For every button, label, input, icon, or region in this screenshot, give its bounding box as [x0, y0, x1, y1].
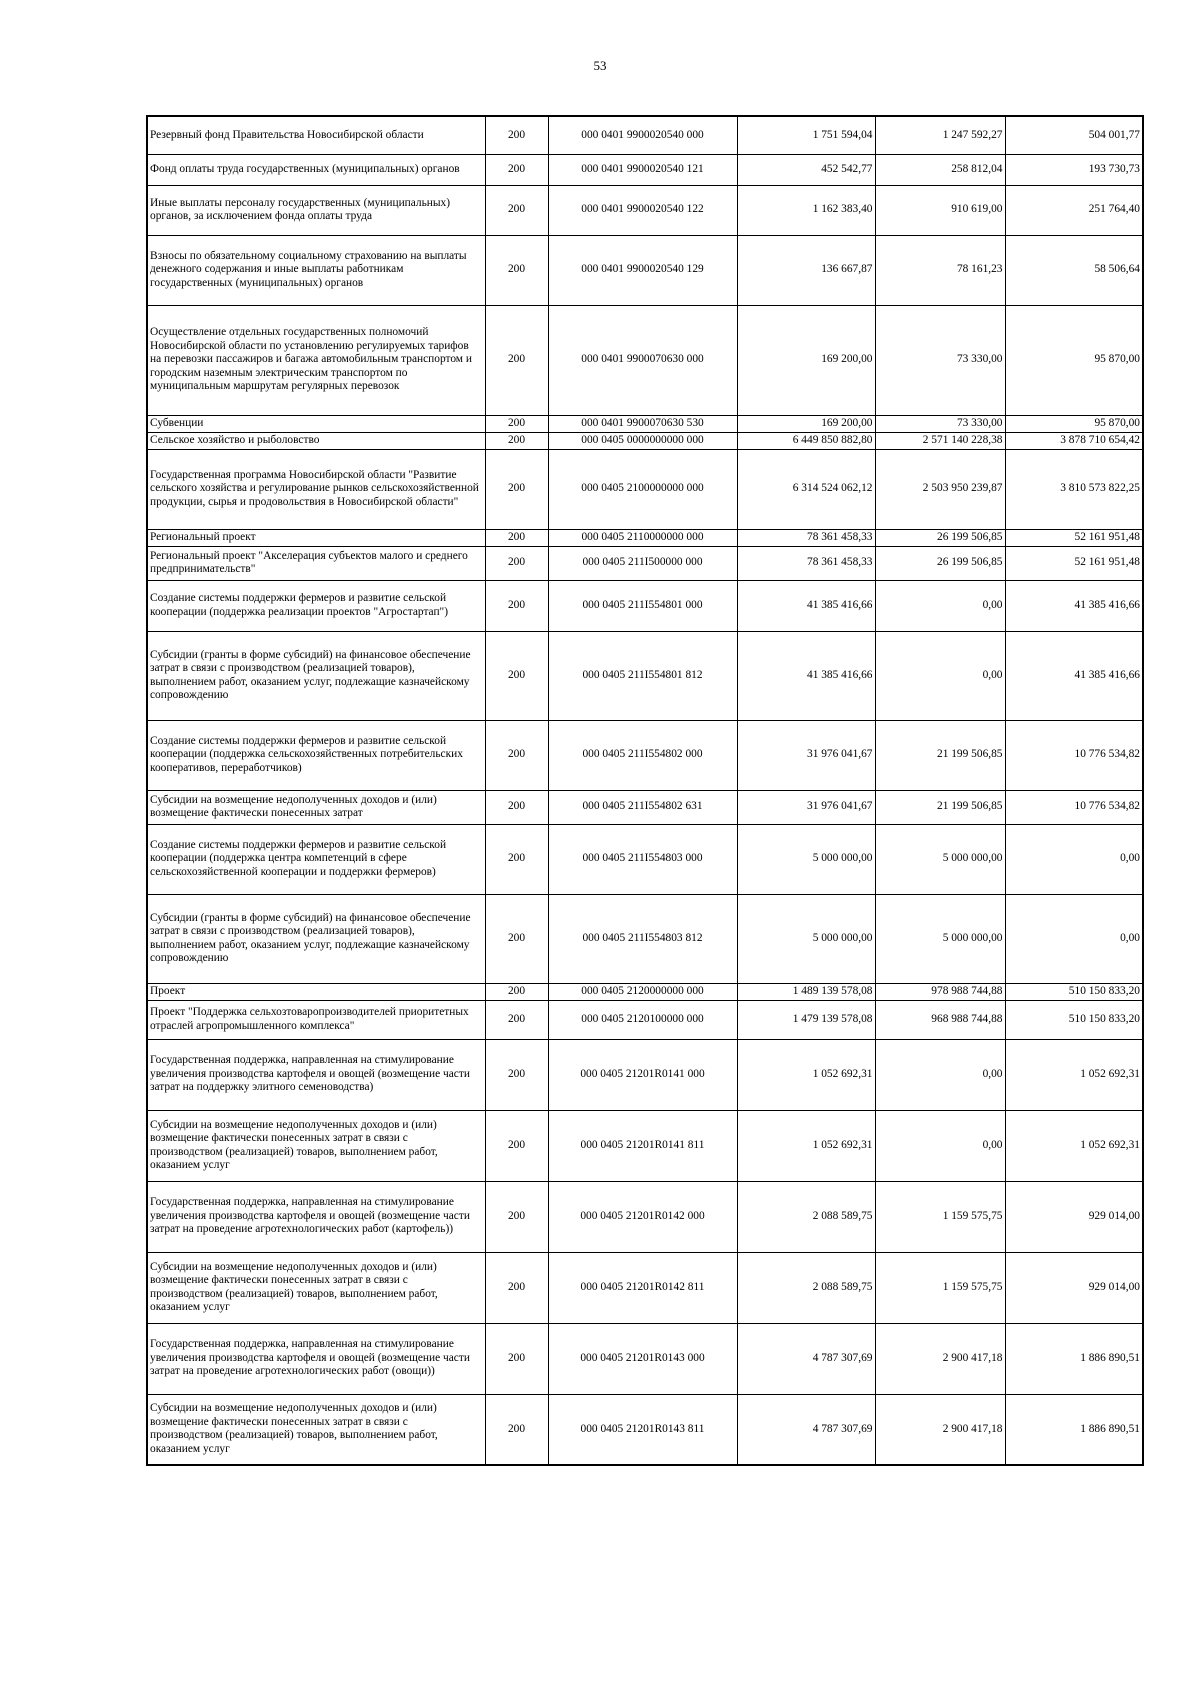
- row-name: Фонд оплаты труда государственных (муниципальных) органов: [147, 154, 485, 185]
- row-value-approved: 169 200,00: [737, 415, 875, 432]
- table-row: [147, 983, 1143, 1000]
- row-admin-code: 200: [485, 1181, 548, 1252]
- budget-table: [146, 115, 1144, 1466]
- row-value-approved: 78 361 458,33: [737, 546, 875, 580]
- row-value-approved: 41 385 416,66: [737, 631, 875, 720]
- row-value-approved: 1 479 139 578,08: [737, 1000, 875, 1039]
- row-value-approved: 41 385 416,66: [737, 580, 875, 631]
- row-value-approved: 31 976 041,67: [737, 790, 875, 824]
- row-value-approved: 2 088 589,75: [737, 1181, 875, 1252]
- row-admin-code: 200: [485, 1252, 548, 1323]
- row-value-executed: 73 330,00: [875, 305, 1005, 415]
- row-admin-code: 200: [485, 432, 548, 449]
- row-admin-code: 200: [485, 824, 548, 894]
- row-budget-code: 000 0405 21201R0143 000: [548, 1323, 737, 1394]
- row-budget-code: 000 0405 211I554802 000: [548, 720, 737, 790]
- table-row: [147, 1000, 1143, 1039]
- row-budget-code: 000 0405 211I554803 000: [548, 824, 737, 894]
- row-value-approved: 1 489 139 578,08: [737, 983, 875, 1000]
- table-row: [147, 790, 1143, 824]
- row-value-approved: 5 000 000,00: [737, 894, 875, 983]
- table-row: [147, 1323, 1143, 1394]
- row-admin-code: 200: [485, 720, 548, 790]
- row-budget-code: 000 0405 211I554802 631: [548, 790, 737, 824]
- row-budget-code: 000 0401 9900070630 530: [548, 415, 737, 432]
- row-value-remaining: 510 150 833,20: [1005, 1000, 1143, 1039]
- table-row: [147, 154, 1143, 185]
- row-admin-code: 200: [485, 983, 548, 1000]
- row-value-remaining: 510 150 833,20: [1005, 983, 1143, 1000]
- row-value-approved: 6 314 524 062,12: [737, 449, 875, 529]
- row-value-executed: 2 900 417,18: [875, 1323, 1005, 1394]
- table-row: [147, 432, 1143, 449]
- row-value-remaining: 251 764,40: [1005, 185, 1143, 235]
- row-value-executed: 2 571 140 228,38: [875, 432, 1005, 449]
- row-value-approved: 1 052 692,31: [737, 1039, 875, 1110]
- row-value-remaining: 41 385 416,66: [1005, 580, 1143, 631]
- row-name: Субсидии на возмещение недополученных доходов и (или) возмещение фактически понесенных затрат в связи с производством (реализацией) товаров, выполнением работ, оказанием услуг: [147, 1394, 485, 1465]
- row-value-remaining: 95 870,00: [1005, 305, 1143, 415]
- table-row: [147, 305, 1143, 415]
- row-value-executed: 73 330,00: [875, 415, 1005, 432]
- row-value-approved: 136 667,87: [737, 235, 875, 305]
- row-value-approved: 78 361 458,33: [737, 529, 875, 546]
- row-value-remaining: 0,00: [1005, 894, 1143, 983]
- page-number: 53: [593, 58, 607, 73]
- row-value-executed: 26 199 506,85: [875, 546, 1005, 580]
- table-row: [147, 1039, 1143, 1110]
- row-budget-code: 000 0405 211I500000 000: [548, 546, 737, 580]
- row-admin-code: 200: [485, 894, 548, 983]
- row-admin-code: 200: [485, 305, 548, 415]
- row-name: Сельское хозяйство и рыболовство: [147, 432, 485, 449]
- row-name: Иные выплаты персоналу государственных (муниципальных) органов, за исключением фонда оплаты труда: [147, 185, 485, 235]
- row-admin-code: 200: [485, 449, 548, 529]
- row-value-approved: 1 052 692,31: [737, 1110, 875, 1181]
- row-name: Государственная поддержка, направленная на стимулирование увеличения производства картофеля и овощей (возмещение части затрат на проведение агротехнологических работ (овощи)): [147, 1323, 485, 1394]
- row-name: Взносы по обязательному социальному страхованию на выплаты денежного содержания и иные выплаты работникам государственных (муниципальных) органов: [147, 235, 485, 305]
- row-budget-code: 000 0401 9900020540 121: [548, 154, 737, 185]
- row-value-approved: 4 787 307,69: [737, 1323, 875, 1394]
- row-value-remaining: 10 776 534,82: [1005, 720, 1143, 790]
- row-admin-code: 200: [485, 580, 548, 631]
- table-row: [147, 116, 1143, 154]
- row-value-executed: 0,00: [875, 631, 1005, 720]
- row-value-remaining: 1 886 890,51: [1005, 1323, 1143, 1394]
- table-row: [147, 1110, 1143, 1181]
- row-budget-code: 000 0405 2110000000 000: [548, 529, 737, 546]
- row-value-executed: 968 988 744,88: [875, 1000, 1005, 1039]
- row-admin-code: 200: [485, 790, 548, 824]
- row-name: Субсидии на возмещение недополученных доходов и (или) возмещение фактически понесенных затрат: [147, 790, 485, 824]
- row-name: Создание системы поддержки фермеров и развитие сельской кооперации (поддержка реализации проектов "Агростартап"): [147, 580, 485, 631]
- row-name: Государственная программа Новосибирской области "Развитие сельского хозяйства и регулирование рынков сельскохозяйственной продукции, сырья и продовольствия в Новосибирской области": [147, 449, 485, 529]
- row-name: Региональный проект: [147, 529, 485, 546]
- row-name: Субвенции: [147, 415, 485, 432]
- row-value-remaining: 3 878 710 654,42: [1005, 432, 1143, 449]
- table-row: [147, 580, 1143, 631]
- row-value-remaining: 10 776 534,82: [1005, 790, 1143, 824]
- row-value-executed: 5 000 000,00: [875, 824, 1005, 894]
- row-admin-code: 200: [485, 185, 548, 235]
- row-value-approved: 169 200,00: [737, 305, 875, 415]
- row-budget-code: 000 0401 9900020540 000: [548, 116, 737, 154]
- row-name: Государственная поддержка, направленная на стимулирование увеличения производства картофеля и овощей (возмещение части затрат на поддержку элитного семеноводства): [147, 1039, 485, 1110]
- row-value-executed: 21 199 506,85: [875, 790, 1005, 824]
- row-value-executed: 258 812,04: [875, 154, 1005, 185]
- row-value-executed: 21 199 506,85: [875, 720, 1005, 790]
- row-budget-code: 000 0405 21201R0141 811: [548, 1110, 737, 1181]
- row-value-remaining: 504 001,77: [1005, 116, 1143, 154]
- row-value-remaining: 52 161 951,48: [1005, 529, 1143, 546]
- row-value-remaining: 0,00: [1005, 824, 1143, 894]
- row-value-remaining: 52 161 951,48: [1005, 546, 1143, 580]
- table-row: [147, 449, 1143, 529]
- row-name: Проект: [147, 983, 485, 1000]
- row-value-executed: 78 161,23: [875, 235, 1005, 305]
- row-budget-code: 000 0401 9900020540 122: [548, 185, 737, 235]
- row-budget-code: 000 0405 211I554803 812: [548, 894, 737, 983]
- table-row: [147, 1181, 1143, 1252]
- row-value-approved: 31 976 041,67: [737, 720, 875, 790]
- row-admin-code: 200: [485, 154, 548, 185]
- row-budget-code: 000 0405 211I554801 812: [548, 631, 737, 720]
- row-admin-code: 200: [485, 116, 548, 154]
- row-value-approved: 4 787 307,69: [737, 1394, 875, 1465]
- row-name: Субсидии (гранты в форме субсидий) на финансовое обеспечение затрат в связи с производством (реализацией товаров), выполнением работ, оказанием услуг, подлежащие казначейскому сопровождению: [147, 894, 485, 983]
- table-row: [147, 415, 1143, 432]
- row-value-executed: 978 988 744,88: [875, 983, 1005, 1000]
- table-row: [147, 546, 1143, 580]
- row-admin-code: 200: [485, 546, 548, 580]
- row-name: Проект "Поддержка сельхозтоваропроизводителей приоритетных отраслей агропромышленного комплекса": [147, 1000, 485, 1039]
- row-admin-code: 200: [485, 1000, 548, 1039]
- row-value-executed: 1 159 575,75: [875, 1252, 1005, 1323]
- row-value-approved: 1 162 383,40: [737, 185, 875, 235]
- row-value-remaining: 193 730,73: [1005, 154, 1143, 185]
- row-budget-code: 000 0405 0000000000 000: [548, 432, 737, 449]
- row-value-executed: 0,00: [875, 1110, 1005, 1181]
- row-admin-code: 200: [485, 1110, 548, 1181]
- row-value-remaining: 3 810 573 822,25: [1005, 449, 1143, 529]
- row-budget-code: 000 0405 211I554801 000: [548, 580, 737, 631]
- row-value-executed: 0,00: [875, 1039, 1005, 1110]
- row-budget-code: 000 0405 2100000000 000: [548, 449, 737, 529]
- row-value-approved: 6 449 850 882,80: [737, 432, 875, 449]
- row-value-remaining: 41 385 416,66: [1005, 631, 1143, 720]
- row-value-remaining: 1 052 692,31: [1005, 1039, 1143, 1110]
- table-row: [147, 1252, 1143, 1323]
- row-value-approved: 452 542,77: [737, 154, 875, 185]
- row-budget-code: 000 0401 9900020540 129: [548, 235, 737, 305]
- row-value-approved: 5 000 000,00: [737, 824, 875, 894]
- row-name: Субсидии (гранты в форме субсидий) на финансовое обеспечение затрат в связи с производством (реализацией товаров), выполнением работ, оказанием услуг, подлежащие казначейскому сопровождению: [147, 631, 485, 720]
- row-name: Резервный фонд Правительства Новосибирской области: [147, 116, 485, 154]
- row-value-remaining: 1 886 890,51: [1005, 1394, 1143, 1465]
- row-value-executed: 2 503 950 239,87: [875, 449, 1005, 529]
- row-value-remaining: 929 014,00: [1005, 1252, 1143, 1323]
- table-row: [147, 824, 1143, 894]
- table-row: [147, 894, 1143, 983]
- row-value-remaining: 929 014,00: [1005, 1181, 1143, 1252]
- row-admin-code: 200: [485, 1394, 548, 1465]
- table-row: [147, 631, 1143, 720]
- row-budget-code: 000 0405 21201R0142 811: [548, 1252, 737, 1323]
- row-name: Создание системы поддержки фермеров и развитие сельской кооперации (поддержка центра компетенций в сфере сельскохозяйственной кооперации и поддержки фермеров): [147, 824, 485, 894]
- row-name: Государственная поддержка, направленная на стимулирование увеличения производства картофеля и овощей (возмещение части затрат на проведение агротехнологических работ (картофель)): [147, 1181, 485, 1252]
- row-value-executed: 910 619,00: [875, 185, 1005, 235]
- row-budget-code: 000 0405 2120000000 000: [548, 983, 737, 1000]
- row-budget-code: 000 0405 2120100000 000: [548, 1000, 737, 1039]
- table-row: [147, 1394, 1143, 1465]
- table-row: [147, 185, 1143, 235]
- row-value-approved: 2 088 589,75: [737, 1252, 875, 1323]
- row-value-executed: 5 000 000,00: [875, 894, 1005, 983]
- row-name: Региональный проект "Акселерация субъектов малого и среднего предпринимательств": [147, 546, 485, 580]
- row-admin-code: 200: [485, 631, 548, 720]
- row-value-remaining: 58 506,64: [1005, 235, 1143, 305]
- row-budget-code: 000 0405 21201R0142 000: [548, 1181, 737, 1252]
- row-value-executed: 1 159 575,75: [875, 1181, 1005, 1252]
- row-value-approved: 1 751 594,04: [737, 116, 875, 154]
- table-row: [147, 235, 1143, 305]
- row-value-executed: 26 199 506,85: [875, 529, 1005, 546]
- row-value-remaining: 95 870,00: [1005, 415, 1143, 432]
- row-name: Субсидии на возмещение недополученных доходов и (или) возмещение фактически понесенных затрат в связи с производством (реализацией) товаров, выполнением работ, оказанием услуг: [147, 1110, 485, 1181]
- table-row: [147, 529, 1143, 546]
- row-name: Субсидии на возмещение недополученных доходов и (или) возмещение фактически понесенных затрат в связи с производством (реализацией) товаров, выполнением работ, оказанием услуг: [147, 1252, 485, 1323]
- row-name: Создание системы поддержки фермеров и развитие сельской кооперации (поддержка сельскохозяйственных потребительских кооперативов, переработчиков): [147, 720, 485, 790]
- row-name: Осуществление отдельных государственных полномочий Новосибирской области по установлению регулируемых тарифов на перевозки пассажиров и багажа автомобильным транспортом и городским наземным электрическим транспортом по муниципальным маршрутам регулярных перевозок: [147, 305, 485, 415]
- row-admin-code: 200: [485, 235, 548, 305]
- row-budget-code: 000 0401 9900070630 000: [548, 305, 737, 415]
- row-admin-code: 200: [485, 415, 548, 432]
- row-admin-code: 200: [485, 1323, 548, 1394]
- row-admin-code: 200: [485, 529, 548, 546]
- row-value-executed: 0,00: [875, 580, 1005, 631]
- table-row: [147, 720, 1143, 790]
- row-value-remaining: 1 052 692,31: [1005, 1110, 1143, 1181]
- row-value-executed: 1 247 592,27: [875, 116, 1005, 154]
- row-value-executed: 2 900 417,18: [875, 1394, 1005, 1465]
- row-budget-code: 000 0405 21201R0141 000: [548, 1039, 737, 1110]
- row-budget-code: 000 0405 21201R0143 811: [548, 1394, 737, 1465]
- row-admin-code: 200: [485, 1039, 548, 1110]
